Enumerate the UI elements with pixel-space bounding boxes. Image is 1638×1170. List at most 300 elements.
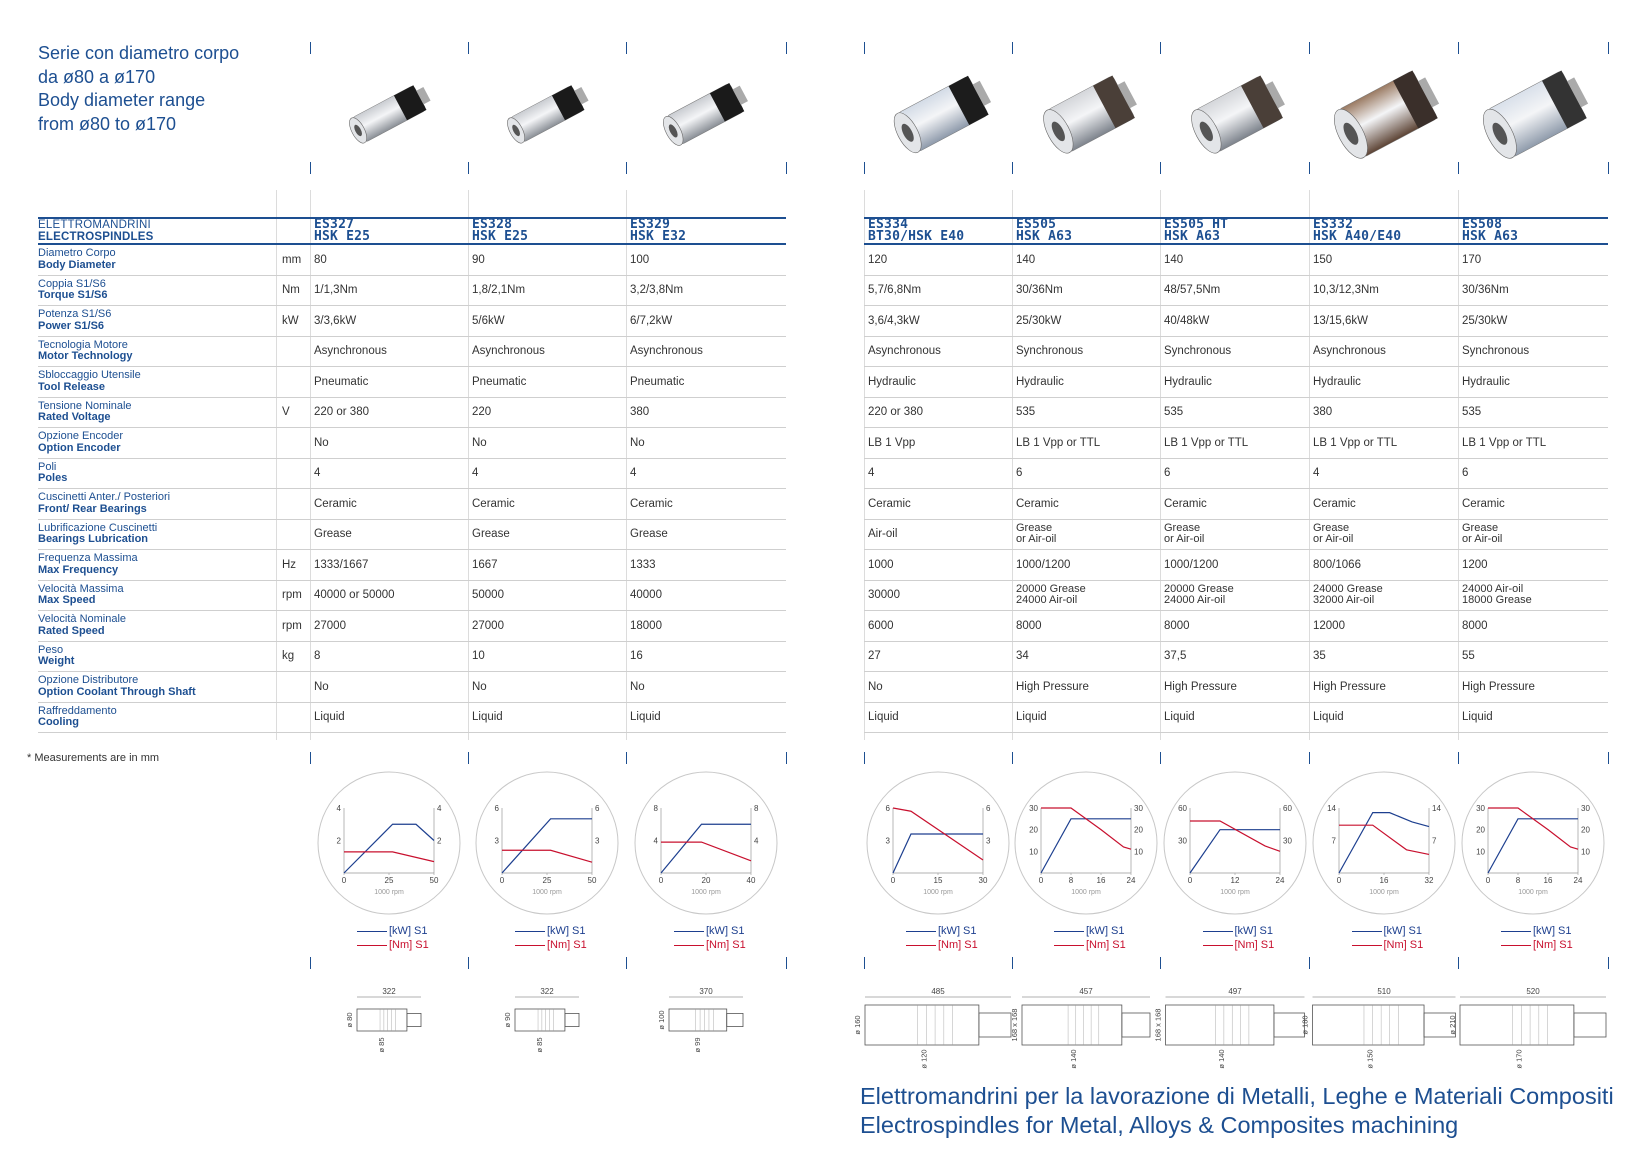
legend-nm-swatch bbox=[1203, 945, 1233, 946]
legend-kw-label: [kW] S1 bbox=[1086, 925, 1125, 937]
spec-label: Lubrificazione Cuscinetti Bearings Lubrication bbox=[38, 519, 278, 550]
chart-es508 bbox=[1460, 770, 1606, 921]
tick-mark bbox=[786, 957, 787, 969]
x-axis-label: 1000 rpm bbox=[1518, 889, 1548, 896]
chart-es505-ht bbox=[1162, 770, 1308, 921]
product-image-es334 bbox=[868, 52, 1018, 172]
x-tick-label: 50 bbox=[587, 876, 597, 885]
spec-value: High Pressure bbox=[1160, 672, 1309, 703]
spec-value: Grease or Air-oil bbox=[1309, 519, 1458, 550]
spec-value: 27 bbox=[864, 641, 1012, 672]
tick-mark bbox=[1458, 752, 1459, 764]
spec-value: 5,7/6,8Nm bbox=[864, 275, 1012, 306]
body-outline bbox=[357, 1009, 407, 1031]
x-tick-label: 25 bbox=[542, 876, 552, 885]
x-tick-label: 50 bbox=[429, 876, 439, 885]
chart-es334 bbox=[865, 770, 1011, 921]
rear-outline bbox=[565, 1013, 579, 1026]
model-header: ES508 HSK A63 bbox=[1458, 218, 1608, 244]
legend-nm-label: [Nm] S1 bbox=[1383, 939, 1424, 951]
tick-mark bbox=[864, 162, 865, 174]
unit-header bbox=[278, 218, 310, 244]
length-label: 497 bbox=[1227, 987, 1242, 996]
spec-row bbox=[864, 428, 1608, 459]
spec-value: Hydraulic bbox=[1309, 367, 1458, 398]
y-tick-label-left: 6 bbox=[885, 804, 890, 813]
footer-english: Electrospindles for Metal, Alloys & Composites machining bbox=[860, 1112, 1459, 1138]
spec-value: Grease bbox=[310, 519, 468, 550]
y-tick-label-left: 3 bbox=[494, 836, 499, 846]
spec-value: Grease or Air-oil bbox=[1458, 519, 1608, 550]
series-nm-line bbox=[1488, 808, 1578, 849]
legend-kw-swatch bbox=[1501, 931, 1531, 932]
tick-mark bbox=[786, 162, 787, 174]
spec-value: Ceramic bbox=[1160, 489, 1309, 520]
spec-value: Asynchronous bbox=[1309, 336, 1458, 367]
spec-value: No bbox=[864, 672, 1012, 703]
tick-mark bbox=[786, 752, 787, 764]
spec-row bbox=[864, 641, 1608, 672]
body-outline bbox=[1460, 1005, 1574, 1045]
spec-label: Cuscinetti Anter./ Posteriori Front/ Rear Bearings bbox=[38, 489, 278, 520]
spec-label: Tensione Nominale Rated Voltage bbox=[38, 397, 278, 428]
spec-row bbox=[38, 702, 786, 733]
spec-unit bbox=[278, 519, 310, 550]
spec-value: 40000 or 50000 bbox=[310, 580, 468, 611]
series-kw-line bbox=[661, 824, 751, 873]
legend-nm-swatch bbox=[1501, 945, 1531, 946]
spec-row bbox=[864, 550, 1608, 581]
legend-kw-swatch bbox=[674, 931, 704, 932]
spec-value: 13/15,6kW bbox=[1309, 306, 1458, 337]
tick-mark bbox=[626, 42, 627, 54]
spec-value: Pneumatic bbox=[310, 367, 468, 398]
spec-value: Asynchronous bbox=[468, 336, 626, 367]
spec-value: Liquid bbox=[864, 702, 1012, 733]
spec-value: LB 1 Vpp or TTL bbox=[1160, 428, 1309, 459]
spec-value: Pneumatic bbox=[626, 367, 786, 398]
spec-value: 4 bbox=[626, 458, 786, 489]
spec-unit: rpm bbox=[278, 611, 310, 642]
length-label: 370 bbox=[699, 987, 713, 996]
dimension-drawing bbox=[1448, 985, 1608, 1075]
spec-value: 80 bbox=[310, 244, 468, 275]
product-image-es505 bbox=[1016, 52, 1166, 172]
chart-legend bbox=[357, 924, 429, 952]
spec-row bbox=[38, 275, 786, 306]
spec-value: Grease bbox=[468, 519, 626, 550]
diameter-label: ø 80 bbox=[345, 1012, 354, 1028]
legend-kw-swatch bbox=[906, 931, 936, 932]
chart-legend bbox=[515, 924, 587, 952]
spec-unit: V bbox=[278, 397, 310, 428]
rear-outline bbox=[407, 1013, 421, 1026]
legend-nm-label: [Nm] S1 bbox=[1533, 939, 1573, 951]
spec-value: 220 bbox=[468, 397, 626, 428]
legend-nm-swatch bbox=[1054, 945, 1084, 946]
spec-value: 40000 bbox=[626, 580, 786, 611]
body-outline bbox=[1312, 1005, 1424, 1045]
legend-kw-label: [kW] S1 bbox=[547, 925, 586, 937]
y-tick-label-left: 20 bbox=[1476, 825, 1485, 835]
x-axis-label: 1000 rpm bbox=[1368, 889, 1399, 896]
spec-value: No bbox=[468, 428, 626, 459]
y-tick-label-right: 10 bbox=[1134, 847, 1143, 857]
spec-value: 120 bbox=[864, 244, 1012, 275]
rear-outline bbox=[1574, 1013, 1606, 1037]
tick-mark bbox=[1160, 752, 1161, 764]
chart-es332 bbox=[1311, 770, 1457, 921]
heading-line-2: da ø80 a ø170 bbox=[38, 66, 156, 87]
y-tick-label-right: 7 bbox=[1431, 836, 1436, 846]
legend-kw-swatch bbox=[1203, 931, 1233, 932]
spec-row bbox=[864, 367, 1608, 398]
spec-value: Asynchronous bbox=[626, 336, 786, 367]
spec-row bbox=[864, 275, 1608, 306]
length-label: 485 bbox=[931, 987, 945, 996]
legend-kw-label: [kW] S1 bbox=[1383, 925, 1423, 937]
tick-mark bbox=[1458, 957, 1459, 969]
legend-kw-label: [kW] S1 bbox=[389, 925, 428, 937]
spec-value: 535 bbox=[1012, 397, 1160, 428]
legend-kw-label: [kW] S1 bbox=[938, 925, 977, 937]
series-nm-line bbox=[661, 842, 751, 861]
legend-kw-swatch bbox=[1352, 931, 1382, 932]
spec-label: Tecnologia Motore Motor Technology bbox=[38, 336, 278, 367]
heading-line-3: Body diameter range bbox=[38, 90, 206, 110]
model-header: ES332 HSK A40/E40 bbox=[1309, 218, 1458, 244]
spec-row bbox=[864, 244, 1608, 275]
spec-unit: Nm bbox=[278, 275, 310, 306]
legend-nm bbox=[906, 938, 978, 952]
front-diameter-label: ø 170 bbox=[1514, 1049, 1524, 1069]
spec-value: 55 bbox=[1458, 641, 1608, 672]
spec-value: 380 bbox=[626, 397, 786, 428]
spec-value: 4 bbox=[864, 458, 1012, 489]
spec-row bbox=[38, 641, 786, 672]
y-tick-label-left: 14 bbox=[1326, 804, 1336, 813]
rear-outline bbox=[1122, 1013, 1150, 1037]
front-diameter-label: ø 85 bbox=[534, 1037, 544, 1053]
spec-value: 220 or 380 bbox=[310, 397, 468, 428]
diameter-label: ø 180 bbox=[1300, 1015, 1309, 1035]
x-tick-label: 0 bbox=[890, 876, 896, 885]
y-tick-label-left: 10 bbox=[1029, 847, 1038, 857]
spec-row bbox=[864, 489, 1608, 520]
spec-value: 48/57,5Nm bbox=[1160, 275, 1309, 306]
spec-value: No bbox=[310, 672, 468, 703]
length-label: 510 bbox=[1376, 987, 1391, 996]
y-tick-label-left: 30 bbox=[1476, 804, 1485, 813]
y-tick-label-left: 8 bbox=[653, 804, 658, 813]
spec-value: Liquid bbox=[1458, 702, 1608, 733]
legend-kw bbox=[357, 924, 429, 938]
spec-label: Coppia S1/S6 Torque S1/S6 bbox=[38, 275, 278, 306]
spec-unit: mm bbox=[278, 244, 310, 275]
spec-value: No bbox=[626, 672, 786, 703]
spec-value: 535 bbox=[1160, 397, 1309, 428]
legend-nm bbox=[1203, 938, 1275, 952]
tick-mark bbox=[1309, 752, 1310, 764]
spec-value: LB 1 Vpp or TTL bbox=[1309, 428, 1458, 459]
spec-value: 10,3/12,3Nm bbox=[1309, 275, 1458, 306]
spec-value: Ceramic bbox=[310, 489, 468, 520]
spec-value: LB 1 Vpp bbox=[864, 428, 1012, 459]
y-tick-label-right: 3 bbox=[595, 836, 600, 846]
body-outline bbox=[865, 1005, 979, 1045]
x-axis-label: 1000 rpm bbox=[923, 889, 953, 896]
legend-nm bbox=[515, 938, 587, 952]
spec-value: No bbox=[626, 428, 786, 459]
diameter-label: 168 x 168 bbox=[1010, 1008, 1019, 1042]
chart-legend bbox=[1501, 924, 1573, 952]
spec-value: Grease or Air-oil bbox=[1012, 519, 1160, 550]
spec-row bbox=[38, 428, 786, 459]
series-kw-line bbox=[1190, 830, 1280, 873]
y-tick-label-left: 10 bbox=[1476, 847, 1485, 857]
spec-unit: rpm bbox=[278, 580, 310, 611]
spec-value: Synchronous bbox=[1160, 336, 1309, 367]
spec-value: High Pressure bbox=[1012, 672, 1160, 703]
spec-table-right bbox=[864, 217, 1608, 733]
product-image-es332 bbox=[1313, 52, 1463, 172]
tick-mark bbox=[1309, 957, 1310, 969]
legend-nm-swatch bbox=[515, 945, 545, 946]
spec-value: No bbox=[468, 672, 626, 703]
dimension-drawing bbox=[1153, 985, 1310, 1075]
spec-label: Opzione Distributore Option Coolant Through Shaft bbox=[38, 672, 278, 703]
spec-row bbox=[38, 397, 786, 428]
spec-value: Liquid bbox=[468, 702, 626, 733]
dimension-drawing bbox=[631, 985, 781, 1075]
x-axis-label: 1000 rpm bbox=[1071, 889, 1101, 896]
chart-es328 bbox=[474, 770, 620, 921]
x-tick-label: 0 bbox=[1336, 876, 1341, 885]
chart-es327 bbox=[316, 770, 462, 921]
legend-kw-swatch bbox=[357, 931, 387, 932]
spec-row bbox=[38, 550, 786, 581]
rear-outline bbox=[979, 1013, 1011, 1037]
spec-value: 90 bbox=[468, 244, 626, 275]
spec-value: 8 bbox=[310, 641, 468, 672]
spec-value: 18000 bbox=[626, 611, 786, 642]
tick-mark bbox=[1012, 957, 1013, 969]
spec-value: 10 bbox=[468, 641, 626, 672]
x-tick-label: 0 bbox=[341, 876, 347, 885]
spec-value: Ceramic bbox=[1012, 489, 1160, 520]
tick-mark bbox=[864, 752, 865, 764]
y-tick-label-right: 30 bbox=[1134, 804, 1143, 813]
spec-value: Liquid bbox=[1309, 702, 1458, 733]
header-row bbox=[864, 218, 1608, 244]
x-tick-label: 16 bbox=[1096, 876, 1106, 885]
spec-value: 6 bbox=[1458, 458, 1608, 489]
model-header: ES505 HT HSK A63 bbox=[1160, 218, 1309, 244]
x-tick-label: 24 bbox=[1126, 876, 1136, 885]
chart-legend bbox=[674, 924, 746, 952]
length-label: 322 bbox=[540, 987, 554, 996]
x-tick-label: 0 bbox=[499, 876, 505, 885]
legend-kw bbox=[906, 924, 978, 938]
product-image-es328 bbox=[472, 52, 622, 172]
spec-value: 6 bbox=[1160, 458, 1309, 489]
y-tick-label-right: 30 bbox=[1581, 804, 1590, 813]
x-tick-label: 0 bbox=[1038, 876, 1044, 885]
legend-nm-label: [Nm] S1 bbox=[706, 939, 746, 951]
dimension-drawing bbox=[1300, 985, 1459, 1075]
legend-kw-label: [kW] S1 bbox=[706, 925, 745, 937]
legend-nm-swatch bbox=[1352, 945, 1382, 946]
diameter-label: ø 160 bbox=[853, 1015, 862, 1035]
spec-row bbox=[864, 702, 1608, 733]
spec-label: Potenza S1/S6 Power S1/S6 bbox=[38, 306, 278, 337]
x-tick-label: 30 bbox=[978, 876, 988, 885]
tick-mark bbox=[626, 957, 627, 969]
model-header: ES334 BT30/HSK E40 bbox=[864, 218, 1012, 244]
spec-value: Ceramic bbox=[626, 489, 786, 520]
tick-mark bbox=[468, 752, 469, 764]
series-kw-line bbox=[344, 824, 434, 873]
spec-unit bbox=[278, 458, 310, 489]
spec-value: 1/1,3Nm bbox=[310, 275, 468, 306]
x-tick-label: 24 bbox=[1573, 876, 1583, 885]
spec-value: 20000 Grease 24000 Air-oil bbox=[1012, 580, 1160, 611]
chart-legend bbox=[1352, 924, 1424, 952]
diameter-label: 168 x 168 bbox=[1153, 1008, 1162, 1042]
spec-value: Grease or Air-oil bbox=[1160, 519, 1309, 550]
y-tick-label-left: 60 bbox=[1177, 804, 1187, 813]
header-label: ELETTROMANDRINI ELECTROSPINDLES bbox=[38, 218, 278, 244]
chart-legend bbox=[906, 924, 978, 952]
x-tick-label: 20 bbox=[701, 876, 711, 885]
legend-kw bbox=[1352, 924, 1424, 938]
spec-unit: kW bbox=[278, 306, 310, 337]
header-row bbox=[38, 218, 786, 244]
tick-mark bbox=[468, 957, 469, 969]
y-tick-label-left: 4 bbox=[336, 804, 341, 813]
spec-unit: Hz bbox=[278, 550, 310, 581]
spec-value: 25/30kW bbox=[1012, 306, 1160, 337]
x-axis-label: 1000 rpm bbox=[374, 889, 404, 896]
x-axis-label: 1000 rpm bbox=[1219, 889, 1250, 896]
series-kw-line bbox=[1339, 813, 1429, 873]
spec-value: 4 bbox=[468, 458, 626, 489]
legend-nm-label: [Nm] S1 bbox=[389, 939, 429, 951]
x-tick-label: 15 bbox=[933, 876, 943, 885]
tick-mark bbox=[864, 957, 865, 969]
model-header: ES328 HSK E25 bbox=[468, 218, 626, 244]
legend-nm bbox=[1501, 938, 1573, 952]
spec-value: Hydraulic bbox=[1160, 367, 1309, 398]
spec-value: Ceramic bbox=[864, 489, 1012, 520]
x-tick-label: 40 bbox=[746, 876, 756, 885]
spec-value: 380 bbox=[1309, 397, 1458, 428]
y-tick-label-right: 3 bbox=[986, 836, 991, 846]
spec-row bbox=[864, 672, 1608, 703]
legend-nm-swatch bbox=[357, 945, 387, 946]
x-tick-label: 0 bbox=[1485, 876, 1491, 885]
spec-row bbox=[38, 458, 786, 489]
x-axis-label: 1000 rpm bbox=[532, 889, 562, 896]
legend-kw bbox=[1203, 924, 1275, 938]
legend-kw-label: [kW] S1 bbox=[1234, 925, 1274, 937]
tick-mark bbox=[786, 42, 787, 54]
spec-row bbox=[38, 336, 786, 367]
legend-nm bbox=[674, 938, 746, 952]
y-tick-label-right: 10 bbox=[1581, 847, 1590, 857]
tick-mark bbox=[310, 752, 311, 764]
legend-kw-label: [kW] S1 bbox=[1533, 925, 1572, 937]
product-image-es327 bbox=[314, 52, 464, 172]
series-kw-line bbox=[502, 819, 592, 873]
diameter-label: ø 210 bbox=[1448, 1015, 1457, 1035]
spec-value: 6000 bbox=[864, 611, 1012, 642]
spec-row bbox=[864, 458, 1608, 489]
spec-value: 5/6kW bbox=[468, 306, 626, 337]
tick-mark bbox=[468, 162, 469, 174]
spec-value: High Pressure bbox=[1309, 672, 1458, 703]
legend-kw bbox=[515, 924, 587, 938]
y-tick-label-right: 14 bbox=[1431, 804, 1441, 813]
spec-row bbox=[38, 580, 786, 611]
spec-value: 37,5 bbox=[1160, 641, 1309, 672]
spec-unit bbox=[278, 489, 310, 520]
spec-value: 4 bbox=[310, 458, 468, 489]
tick-mark bbox=[864, 42, 865, 54]
page-heading bbox=[38, 42, 239, 136]
x-tick-label: 16 bbox=[1543, 876, 1553, 885]
spec-value: 150 bbox=[1309, 244, 1458, 275]
x-axis-label: 1000 rpm bbox=[691, 889, 721, 896]
spec-value: Asynchronous bbox=[310, 336, 468, 367]
tick-mark bbox=[1012, 752, 1013, 764]
spec-label: Peso Weight bbox=[38, 641, 278, 672]
tick-mark bbox=[310, 957, 311, 969]
series-kw-line bbox=[1041, 819, 1131, 873]
spec-value: 800/1066 bbox=[1309, 550, 1458, 581]
spec-value: Liquid bbox=[1160, 702, 1309, 733]
spec-value: 27000 bbox=[468, 611, 626, 642]
body-outline bbox=[1165, 1005, 1273, 1045]
tick-mark bbox=[310, 162, 311, 174]
spec-row bbox=[864, 397, 1608, 428]
length-label: 520 bbox=[1526, 987, 1540, 996]
spec-value: 6/7,2kW bbox=[626, 306, 786, 337]
y-tick-label-right: 8 bbox=[754, 804, 759, 813]
model-header: ES327 HSK E25 bbox=[310, 218, 468, 244]
series-nm-line bbox=[1041, 808, 1131, 849]
product-image-es508 bbox=[1462, 52, 1612, 172]
spec-unit bbox=[278, 336, 310, 367]
legend-nm bbox=[357, 938, 429, 952]
length-label: 457 bbox=[1079, 987, 1093, 996]
tick-mark bbox=[1608, 752, 1609, 764]
spec-unit bbox=[278, 702, 310, 733]
spec-unit bbox=[278, 428, 310, 459]
dimension-drawing bbox=[853, 985, 1013, 1075]
footer-tagline bbox=[860, 1082, 1614, 1140]
x-tick-label: 0 bbox=[658, 876, 664, 885]
spec-row bbox=[38, 672, 786, 703]
heading-line-4: from ø80 to ø170 bbox=[38, 113, 177, 134]
diameter-label: ø 90 bbox=[503, 1012, 512, 1028]
y-tick-label-left: 30 bbox=[1177, 836, 1187, 846]
spec-value: Synchronous bbox=[1012, 336, 1160, 367]
spec-value: 1000/1200 bbox=[1012, 550, 1160, 581]
spec-value: 1667 bbox=[468, 550, 626, 581]
spec-value: 1200 bbox=[1458, 550, 1608, 581]
chart-es505 bbox=[1013, 770, 1159, 921]
